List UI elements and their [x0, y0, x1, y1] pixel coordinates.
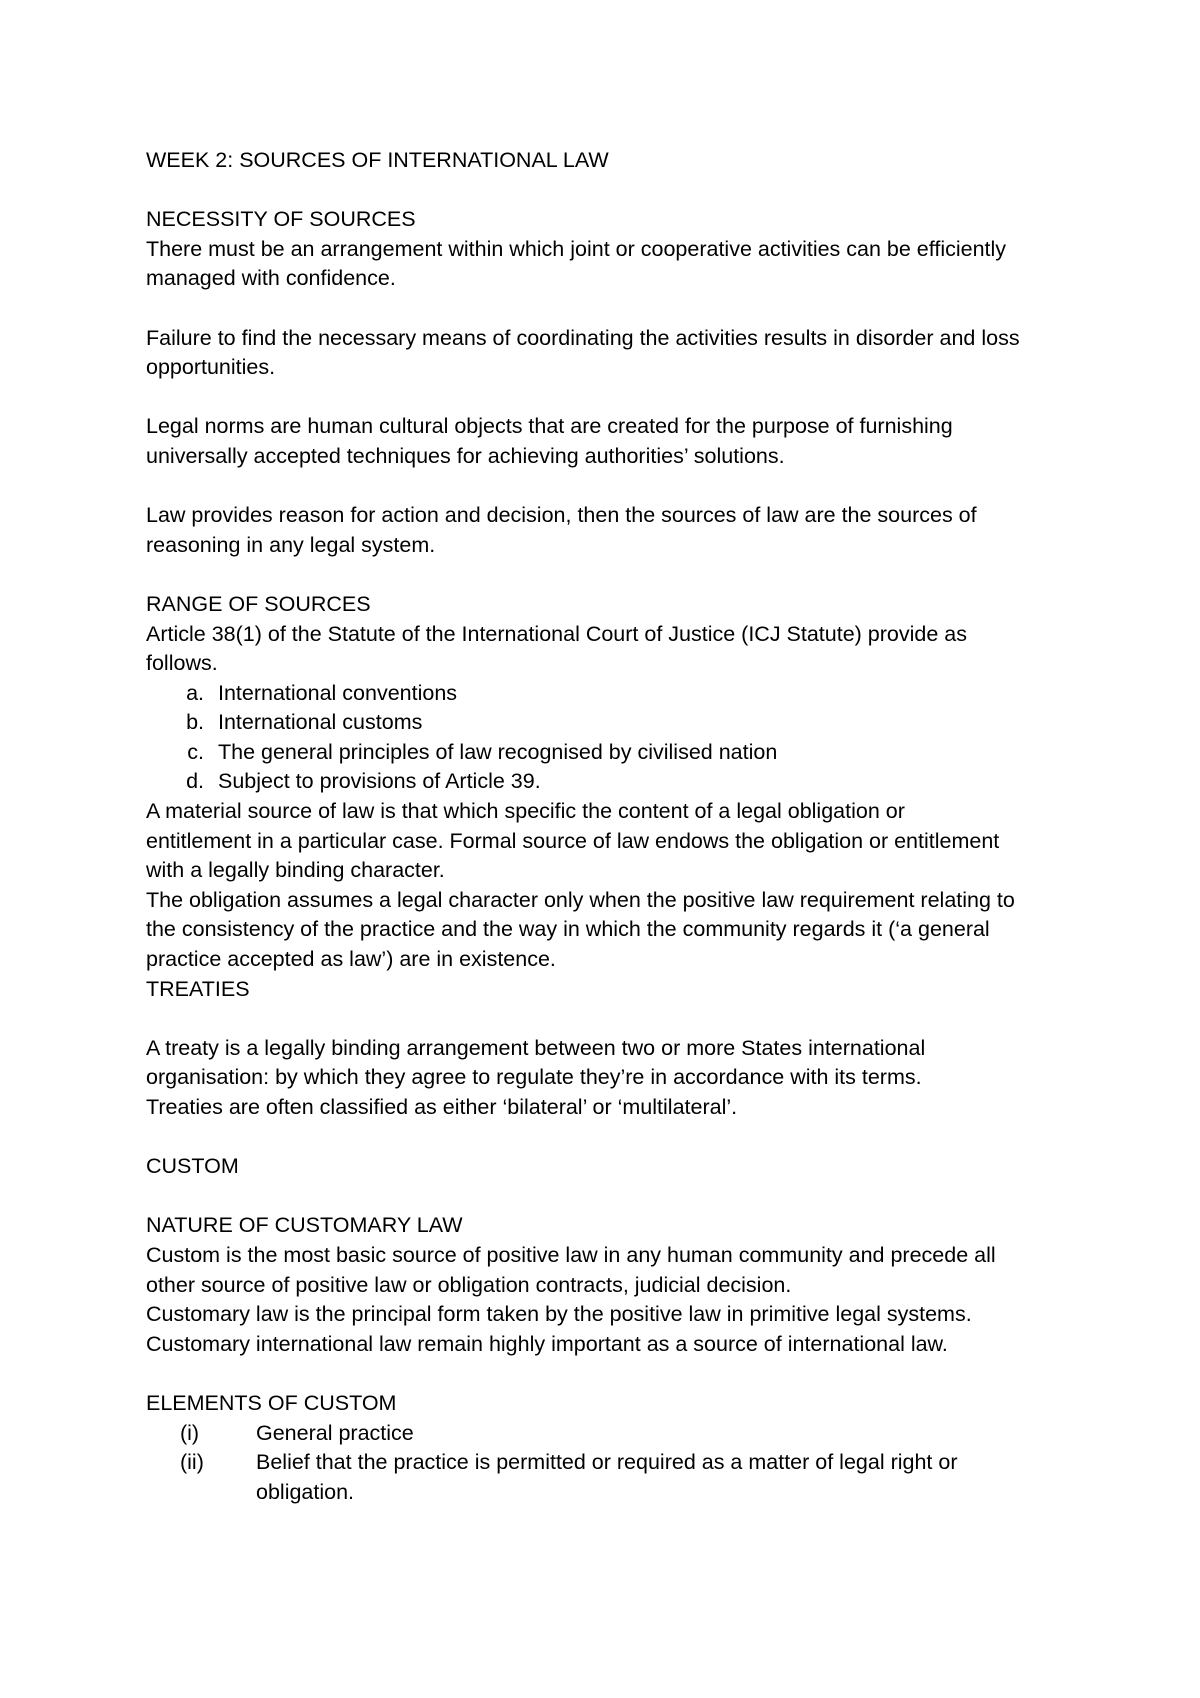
- paragraph-line: managed with confidence.: [146, 266, 396, 291]
- list-item: [146, 708, 1066, 738]
- paragraph-line: Law provides reason for action and decision, then the sources of law are the sources of: [146, 503, 977, 528]
- spacer: [146, 472, 1066, 502]
- list-marker: d.: [186, 769, 204, 794]
- paragraph-line: reasoning in any legal system.: [146, 532, 436, 557]
- list-item-text: Belief that the practice is permitted or required as a matter of legal right or obligation.: [256, 1450, 958, 1504]
- paragraph-line: Failure to find the necessary means of coordinating the activities results in disorder and loss: [146, 325, 1020, 350]
- document-body: [146, 146, 1066, 1507]
- list-item: [146, 1448, 1066, 1507]
- spacer: [146, 560, 1066, 590]
- paragraph-line: There must be an arrangement within which joint or cooperative activities can be efficiently: [146, 236, 1007, 261]
- list-item-text: The general principles of law recognised by civilised nation: [218, 739, 778, 764]
- list-item-text: Subject to provisions of Article 39.: [218, 769, 541, 794]
- paragraph-line: the consistency of the practice and the way in which the community regards it (‘a general: [146, 917, 990, 942]
- list-marker: (i): [180, 1420, 200, 1445]
- nature-heading: NATURE OF CUSTOMARY LAW: [146, 1213, 463, 1238]
- spacer: [146, 294, 1066, 324]
- list-item: [146, 767, 1066, 797]
- spacer: [146, 383, 1066, 413]
- paragraph-line: A treaty is a legally binding arrangement between two or more States international: [146, 1035, 926, 1060]
- paragraph-line: follows.: [146, 651, 218, 676]
- spacer: [146, 176, 1066, 206]
- paragraph-line: universally accepted techniques for achieving authorities’ solutions.: [146, 443, 785, 468]
- list-marker: b.: [186, 710, 204, 735]
- spacer: [146, 1182, 1066, 1212]
- paragraph-line: other source of positive law or obligation contracts, judicial decision.: [146, 1272, 792, 1297]
- list-item: [146, 738, 1066, 768]
- paragraph-line: The obligation assumes a legal character only when the positive law requirement relating to: [146, 887, 1015, 912]
- spacer: [146, 1123, 1066, 1153]
- paragraph-line: Legal norms are human cultural objects that are created for the purpose of furnishing: [146, 414, 953, 439]
- necessity-heading: NECESSITY OF SOURCES: [146, 207, 416, 232]
- list-item-text: General practice: [256, 1420, 414, 1445]
- paragraph-line: Treaties are often classified as either ‘bilateral’ or ‘multilateral’.: [146, 1095, 738, 1119]
- elements-list: [146, 1419, 1066, 1508]
- document-title: WEEK 2: SOURCES OF INTERNATIONAL LAW: [146, 148, 609, 172]
- list-item: [146, 1419, 1066, 1449]
- paragraph-line: practice accepted as law’) are in existence.: [146, 947, 556, 972]
- elements-heading: ELEMENTS OF CUSTOM: [146, 1390, 397, 1415]
- spacer: [146, 1004, 1066, 1034]
- paragraph-line: Article 38(1) of the Statute of the International Court of Justice (ICJ Statute) provide as: [146, 621, 967, 646]
- paragraph-line: organisation: by which they agree to regulate they’re in accordance with its terms.: [146, 1065, 922, 1090]
- list-marker: c.: [187, 739, 204, 764]
- list-item-text: International customs: [218, 710, 423, 735]
- list-marker: (ii): [180, 1450, 204, 1475]
- spacer: [146, 1359, 1066, 1389]
- paragraph-line: Customary law is the principal form taken by the positive law in primitive legal systems.: [146, 1302, 972, 1327]
- range-heading: RANGE OF SOURCES: [146, 591, 371, 616]
- paragraph-line: opportunities.: [146, 355, 276, 380]
- paragraph-line: Customary international law remain highly important as a source of international law.: [146, 1331, 948, 1356]
- paragraph-line: with a legally binding character.: [146, 858, 445, 883]
- list-item-text: International conventions: [218, 680, 458, 705]
- paragraph-line: Custom is the most basic source of positive law in any human community and precede all: [146, 1242, 996, 1267]
- list-marker: a.: [186, 680, 204, 705]
- custom-heading: CUSTOM: [146, 1154, 239, 1179]
- treaties-heading: TREATIES: [146, 976, 250, 1001]
- list-item: [146, 679, 1066, 709]
- sources-list: [146, 679, 1066, 797]
- paragraph-line: entitlement in a particular case. Formal source of law endows the obligation or entitlement: [146, 828, 1000, 853]
- paragraph-line: A material source of law is that which specific the content of a legal obligation or: [146, 799, 905, 824]
